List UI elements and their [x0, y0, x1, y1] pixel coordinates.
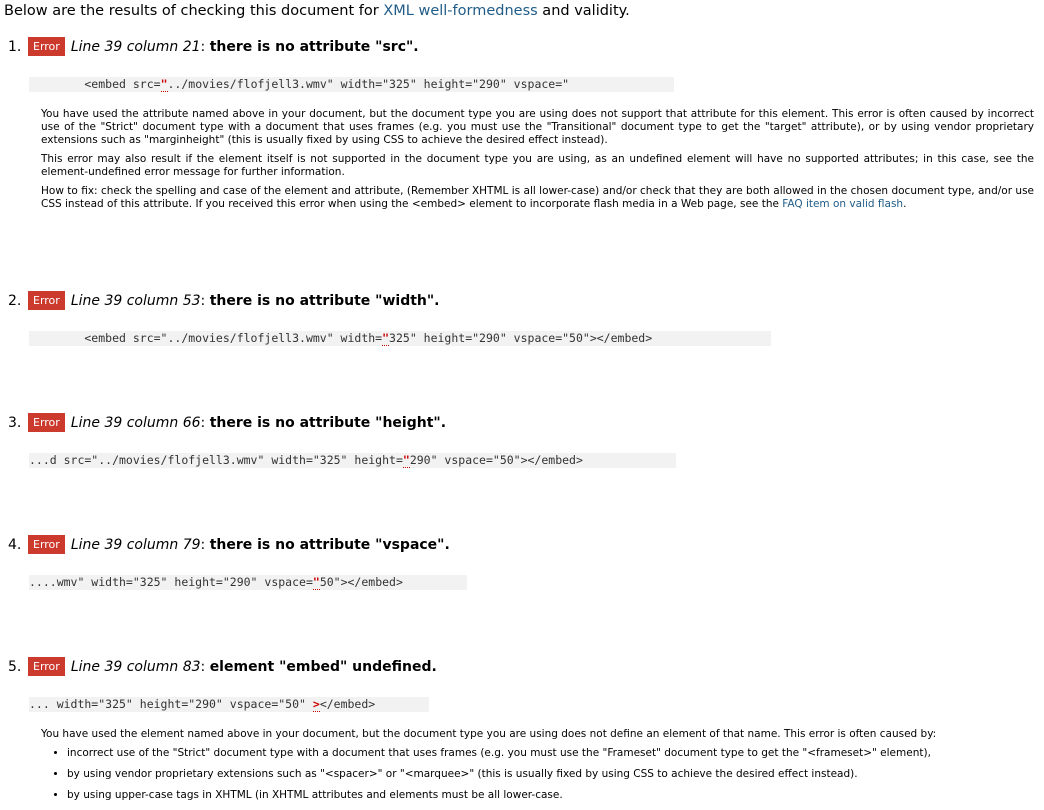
error-colon: :: [200, 537, 210, 553]
error-explanation: [41, 728, 1034, 810]
error-location: Line 39 column 83: [70, 659, 201, 675]
error-colon: :: [200, 415, 210, 431]
code-before: ....wmv" width="325" height="290" vspace=: [29, 575, 313, 589]
code-snippet: [29, 77, 674, 92]
code-after: 325" height="290" vspace="50"></embed>: [389, 331, 653, 345]
error-message: there is no attribute "src".: [209, 39, 419, 55]
code-before: <embed src=: [29, 77, 161, 91]
error-badge: Error: [28, 291, 65, 310]
how-to-fix-text: How to fix: check the spelling and case of the element and attribute, (Remember XHTML is all lower-case) and/or check that they are both allowed in the chosen document type, and/or use CSS instead of this attribute. If you received this error when using the <embed> element to incorporate flash media in a Web page, see the: [41, 185, 1034, 210]
results-intro: [4, 3, 630, 19]
code-before: ... width="325" height="290" vspace="50": [29, 697, 313, 711]
error-badge: Error: [28, 535, 65, 554]
xml-wellformedness-link[interactable]: XML well-formedness: [383, 3, 538, 19]
error-marker: ": [402, 453, 410, 467]
error-message: there is no attribute "height".: [209, 415, 447, 431]
how-to-fix-paragraph: [41, 185, 1034, 211]
error-number: 1.: [8, 39, 22, 55]
error-location: Line 39 column 79: [70, 537, 201, 553]
error-header: [8, 37, 419, 57]
error-colon: :: [200, 659, 210, 675]
error-header: [8, 535, 450, 555]
cause-list-item: • incorrect use of the "Strict" document type with a document that uses frames (e.g. you must use the "Frameset" document type to get the "<frameset>" element),: [67, 747, 1034, 760]
error-number: 4.: [8, 537, 22, 553]
code-before: ...d src="../movies/flofjell3.wmv" width="325" height=: [29, 453, 403, 467]
error-colon: :: [200, 293, 210, 309]
error-number: 5.: [8, 659, 22, 675]
error-header: [8, 413, 446, 433]
code-after: 50"></embed>: [319, 575, 403, 589]
error-colon: :: [200, 39, 210, 55]
error-marker: >: [312, 697, 320, 711]
error-marker: ": [312, 575, 320, 589]
cause-list: [41, 747, 1034, 802]
error-badge: Error: [28, 657, 65, 676]
code-after: ../movies/flofjell3.wmv" width="325" height="290" vspace=": [167, 77, 570, 91]
intro-text-after: and validity.: [537, 3, 630, 19]
error-marker: ": [382, 331, 390, 345]
explanation-paragraph: This error may also result if the element itself is not supported in the document type you are using, as an undefined element will have no supported attributes; in this case, see the element-undefined error message for further information.: [41, 153, 1034, 178]
faq-valid-flash-link[interactable]: FAQ item on valid flash: [782, 198, 904, 210]
cause-list-item: • by using vendor proprietary extensions such as "<spacer>" or "<marquee>" (this is usually fixed by using CSS to achieve the desired effect instead).: [67, 768, 1034, 781]
error-badge: Error: [28, 413, 65, 432]
explanation-paragraph: You have used the attribute named above in your document, but the document type you are using does not support that attribute for this element. This error is often caused by incorrect use of the "Strict" document type with a document that uses frames (e.g. you must use the "Transitional" document type to get the "target" attribute), or by using vendor proprietary extensions such as "marginheight" (this is usually fixed by using CSS to achieve the desired effect instead).: [41, 108, 1034, 146]
error-message: element "embed" undefined.: [209, 659, 437, 675]
explanation-paragraph: You have used the element named above in your document, but the document type you are using does not define an element of that name. This error is often caused by:: [41, 728, 937, 740]
error-location: Line 39 column 21: [70, 39, 201, 55]
error-message: there is no attribute "vspace".: [209, 537, 450, 553]
error-location: Line 39 column 53: [70, 293, 201, 309]
code-snippet: [29, 575, 467, 590]
cause-list-item: • by using upper-case tags in XHTML (in XHTML attributes and elements must be all lower-case.: [67, 789, 1034, 802]
how-to-fix-end: .: [903, 198, 907, 210]
error-header: [8, 657, 437, 677]
error-marker: ": [160, 77, 168, 91]
intro-text-before: Below are the results of checking this document for: [4, 3, 384, 19]
code-snippet: [29, 331, 771, 346]
error-header: [8, 291, 439, 311]
code-snippet: [29, 697, 429, 712]
error-message: there is no attribute "width".: [209, 293, 440, 309]
code-after: </embed>: [319, 697, 376, 711]
error-explanation: [41, 108, 1034, 217]
error-badge: Error: [28, 37, 65, 56]
error-number: 2.: [8, 293, 22, 309]
error-number: 3.: [8, 415, 22, 431]
error-location: Line 39 column 66: [70, 415, 201, 431]
code-snippet: [29, 453, 676, 468]
code-after: 290" vspace="50"></embed>: [409, 453, 583, 467]
code-before: <embed src="../movies/flofjell3.wmv" width=: [29, 331, 383, 345]
